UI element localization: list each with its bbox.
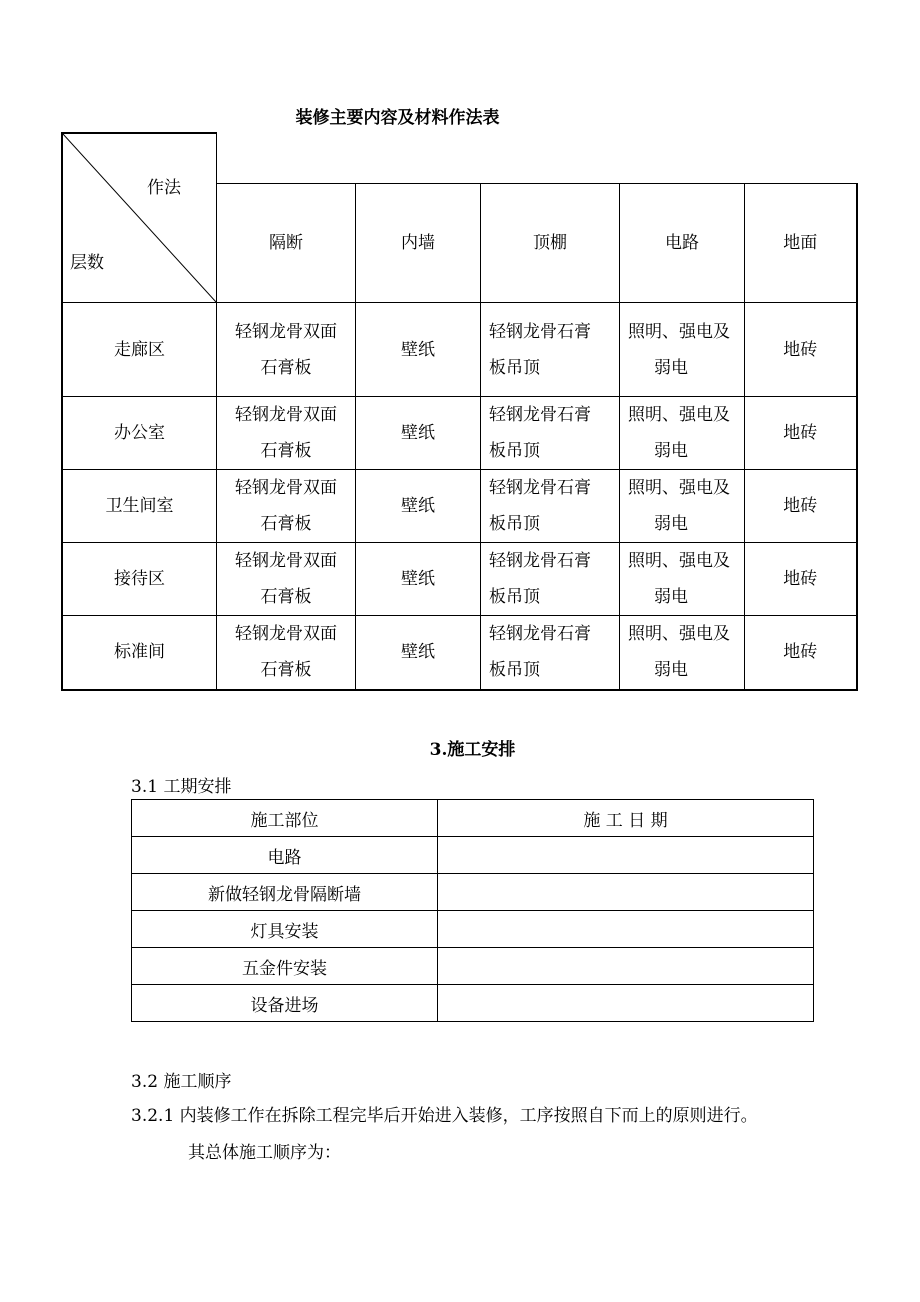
area-cell: 办公室 (62, 397, 217, 470)
diagonal-line (63, 134, 216, 302)
schedule-header-part: 施工部位 (132, 800, 438, 837)
corner-header-cell (62, 133, 217, 303)
schedule-part: 灯具安装 (132, 911, 438, 948)
schedule-part: 新做轻钢龙骨隔断墙 (132, 874, 438, 911)
subsection-heading-order: 3.2 施工顺序 (131, 1072, 232, 1092)
table-title: 装修主要内容及材料作法表 (295, 108, 500, 128)
table-row (62, 470, 857, 543)
circuit-cell: 照明、强电及 弱电 (620, 470, 745, 543)
wall-cell: 壁纸 (356, 303, 481, 397)
floor-cell: 地砖 (745, 303, 857, 397)
partition-cell: 轻钢龙骨双面 石膏板 (217, 543, 356, 616)
materials-table (61, 132, 858, 691)
ceiling-cell: 轻钢龙骨石膏 板吊顶 (481, 303, 620, 397)
header-circuit: 电路 (620, 183, 745, 302)
schedule-date (438, 911, 814, 948)
subsection-heading: 3.1 工期安排 (131, 777, 232, 797)
schedule-header-date: 施 工 日 期 (438, 800, 814, 837)
paragraph-continued: 其总体施工顺序为： (188, 1143, 341, 1163)
schedule-part: 设备进场 (132, 985, 438, 1022)
table-row (132, 874, 814, 911)
table-row (62, 397, 857, 470)
table-row (62, 303, 857, 397)
area-cell: 走廊区 (62, 303, 217, 397)
header-wall: 内墙 (356, 183, 481, 302)
header-floor: 地面 (745, 183, 857, 302)
corner-label-method: 作法 (147, 178, 181, 198)
wall-cell: 壁纸 (356, 470, 481, 543)
circuit-cell: 照明、强电及 弱电 (620, 303, 745, 397)
schedule-date (438, 874, 814, 911)
area-cell: 标准间 (62, 616, 217, 690)
floor-cell: 地砖 (745, 470, 857, 543)
floor-cell: 地砖 (745, 616, 857, 690)
schedule-date (438, 985, 814, 1022)
header-ceiling: 顶棚 (481, 183, 620, 302)
area-cell: 卫生间室 (62, 470, 217, 543)
area-cell: 接待区 (62, 543, 217, 616)
table-row (132, 985, 814, 1022)
schedule-table (131, 799, 814, 1022)
corner-label-floor: 层数 (70, 253, 104, 273)
paragraph: 3.2.1 内装修工作在拆除工程完毕后开始进入装修，工序按照自下而上的原则进行。 (131, 1106, 758, 1126)
ceiling-cell: 轻钢龙骨石膏 板吊顶 (481, 397, 620, 470)
table-row (62, 616, 857, 690)
ceiling-cell: 轻钢龙骨石膏 板吊顶 (481, 616, 620, 690)
circuit-cell: 照明、强电及 弱电 (620, 397, 745, 470)
partition-cell: 轻钢龙骨双面 石膏板 (217, 397, 356, 470)
partition-cell: 轻钢龙骨双面 石膏板 (217, 470, 356, 543)
ceiling-cell: 轻钢龙骨石膏 板吊顶 (481, 543, 620, 616)
floor-cell: 地砖 (745, 397, 857, 470)
partition-cell: 轻钢龙骨双面 石膏板 (217, 303, 356, 397)
section-heading: 3.施工安排 (429, 740, 516, 760)
table-row (132, 911, 814, 948)
header-partition: 隔断 (217, 183, 356, 302)
wall-cell: 壁纸 (356, 397, 481, 470)
schedule-part: 电路 (132, 837, 438, 874)
partition-cell: 轻钢龙骨双面 石膏板 (217, 616, 356, 690)
table-row (62, 543, 857, 616)
table-row (132, 837, 814, 874)
circuit-cell: 照明、强电及 弱电 (620, 543, 745, 616)
schedule-part: 五金件安装 (132, 948, 438, 985)
schedule-date (438, 837, 814, 874)
wall-cell: 壁纸 (356, 616, 481, 690)
schedule-date (438, 948, 814, 985)
wall-cell: 壁纸 (356, 543, 481, 616)
table-row (132, 948, 814, 985)
circuit-cell: 照明、强电及 弱电 (620, 616, 745, 690)
floor-cell: 地砖 (745, 543, 857, 616)
ceiling-cell: 轻钢龙骨石膏 板吊顶 (481, 470, 620, 543)
